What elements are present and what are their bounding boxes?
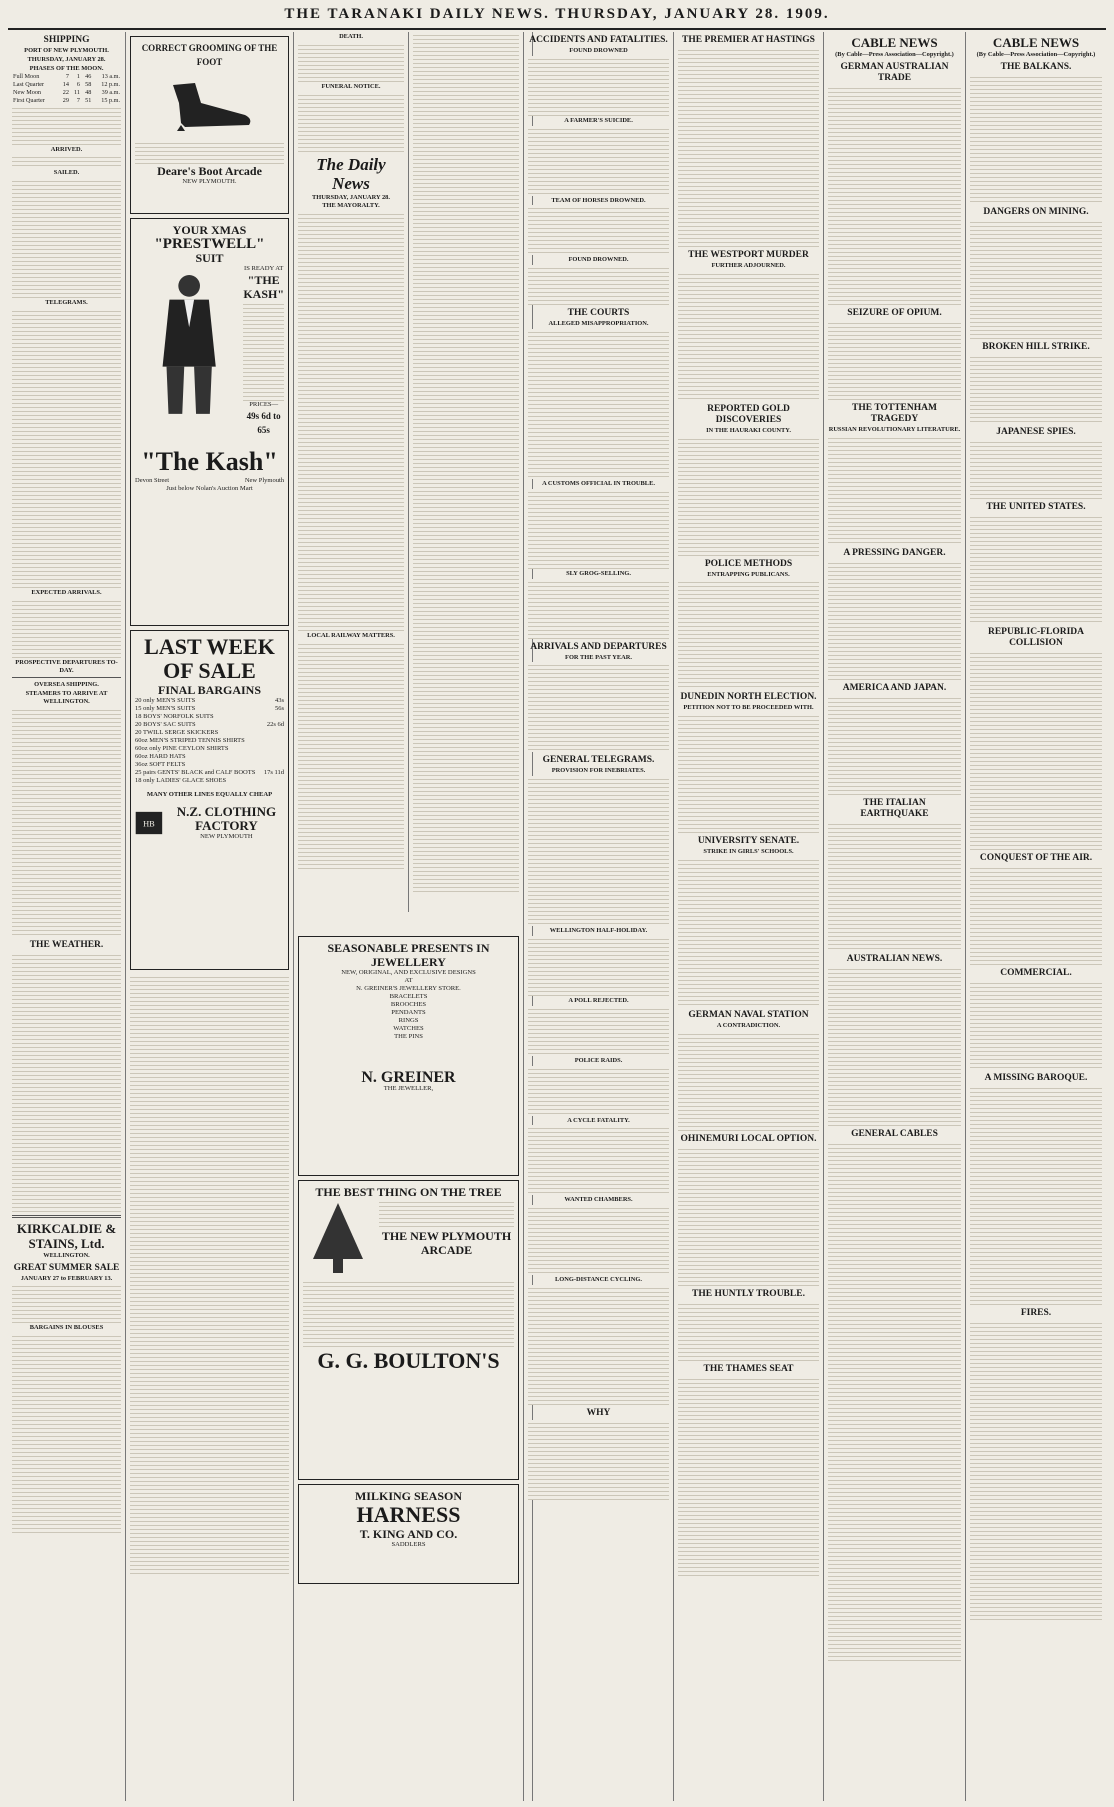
suit-row <box>135 265 284 437</box>
price-range: 49s 6d to 65s <box>246 411 281 435</box>
police-methods-heading: POLICE METHODS <box>704 558 793 569</box>
united-states-heading: THE UNITED STATES. <box>986 501 1086 512</box>
opium-heading: SEIZURE OF OPIUM. <box>847 307 942 318</box>
text-block <box>828 1141 961 1661</box>
table-cell: 6 <box>76 81 80 89</box>
text-block <box>528 662 669 752</box>
text-block <box>528 329 669 479</box>
text-block <box>303 1279 514 1349</box>
table-cell: 7 <box>65 73 69 81</box>
text-block <box>528 205 669 255</box>
kirkcaldie-title: KIRKCALDIE & STAINS, Ltd. <box>16 1220 117 1251</box>
text-block <box>828 435 961 545</box>
ohinemuri-heading: OHINEMURI LOCAL OPTION. <box>680 1133 817 1144</box>
text-block <box>130 974 289 1574</box>
expected-heading: EXPECTED ARRIVALS. <box>31 588 102 596</box>
republic-florida-heading: REPUBLIC-FLORIDA COLLISION <box>987 626 1085 648</box>
item-name: 20 BOYS' SAC SUITS <box>135 721 196 728</box>
text-block <box>243 301 284 401</box>
text-block <box>970 1320 1102 1620</box>
westport-heading: THE WESTPORT MURDER <box>688 250 809 260</box>
oversea-heading: OVERSEA SHIPPING. <box>34 681 99 689</box>
item-name: 60oz only PINE CEYLON SHIRTS <box>135 745 229 752</box>
suit-text <box>243 265 284 437</box>
text-block <box>12 1333 121 1533</box>
arrivals-heading: ARRIVALS AND DEPARTURES <box>530 641 667 652</box>
text-block <box>528 936 669 996</box>
cable-news-sub: (By Cable—Press Association—Copyright.) <box>835 51 954 58</box>
table-cell: 29 <box>62 96 69 104</box>
table-cell: Full Moon <box>13 73 40 81</box>
new-plymouth: New Plymouth <box>244 477 284 484</box>
poll-rejected-heading: A POLL REJECTED. <box>568 996 629 1004</box>
text-block <box>12 707 121 937</box>
text-block <box>828 320 961 400</box>
italian-quake-heading: THE ITALIAN EARTHQUAKE <box>860 797 929 819</box>
shipping-date: THURSDAY, JANUARY 28. <box>27 55 106 63</box>
list-item <box>135 737 284 745</box>
divider <box>12 1215 121 1218</box>
table-row <box>12 97 121 105</box>
table-cell: 11 <box>74 88 80 96</box>
item-price: 56s <box>274 705 284 712</box>
america-japan-heading: AMERICA AND JAPAN. <box>842 682 947 693</box>
list-item <box>135 753 284 761</box>
long-distance-heading: LONG-DISTANCE CYCLING. <box>555 1276 642 1284</box>
devon-street: Devon Street <box>135 477 170 484</box>
item: BROOCHES <box>390 1001 427 1008</box>
item-name: 60oz HARD HATS <box>135 753 186 760</box>
german-aus-heading: GERMAN AUSTRALIAN TRADE <box>840 61 949 83</box>
kirkcaldie-city: WELLINGTON. <box>43 1251 90 1259</box>
table-row <box>12 81 121 89</box>
item-name: 20 TWILL SERGE SKICKERS <box>135 729 219 736</box>
text-block <box>528 56 669 116</box>
text-block <box>970 650 1102 850</box>
arrived-heading: ARRIVED. <box>50 145 83 153</box>
text-block <box>970 219 1102 339</box>
text-block <box>379 1199 514 1229</box>
tottenham-heading: THE TOTTENHAM TRAGEDY <box>852 402 937 424</box>
text-block <box>678 1031 819 1131</box>
premier-heading: THE PREMIER AT HASTINGS <box>682 35 815 45</box>
text-block <box>678 1301 819 1361</box>
list-item <box>135 761 284 769</box>
item-name: 60oz MEN'S STRIPED TENNIS SHIRTS <box>135 737 245 744</box>
text-block <box>12 178 121 298</box>
column-shipping <box>8 32 126 1801</box>
found-drowned-heading: FOUND DROWNED <box>569 47 628 54</box>
list-item <box>135 769 284 777</box>
railway-heading: LOCAL RAILWAY MATTERS. <box>307 632 395 640</box>
table-row <box>12 73 121 81</box>
gold-heading: REPORTED GOLD DISCOVERIES <box>707 403 790 425</box>
tking-name: T. KING AND CO. <box>359 1527 458 1541</box>
item-name: 25 pairs GENTS' BLACK and CALF BOOTS <box>135 769 256 776</box>
kash-address <box>135 477 284 485</box>
sailed-heading: SAILED. <box>53 169 80 177</box>
accidents-heading: ACCIDENTS AND FATALITIES. <box>529 35 668 45</box>
text-block <box>970 865 1102 965</box>
japanese-spies-heading: JAPANESE SPIES. <box>996 426 1076 437</box>
column-editorial-2 <box>409 32 524 912</box>
kash-label: "THE KASH" <box>243 273 284 301</box>
item-price: 43s <box>274 697 284 704</box>
best-thing-title: THE BEST THING ON THE TREE <box>315 1185 502 1199</box>
text-block <box>298 92 404 152</box>
customs-heading: A CUSTOMS OFFICIAL IN TROUBLE. <box>542 479 655 487</box>
factory-town: NEW PLYMOUTH <box>200 833 253 840</box>
text-block <box>678 713 819 833</box>
harness-ad <box>298 1484 519 1584</box>
senate-heading: UNIVERSITY SENATE. <box>697 836 800 847</box>
text-block <box>528 1066 669 1116</box>
kash-suit-ad <box>130 218 289 626</box>
item-price: 17s 11d <box>263 769 284 776</box>
text-block <box>678 857 819 1007</box>
police-raids-heading: POLICE RAIDS. <box>574 1056 623 1064</box>
moon-phases-label: PHASES OF THE MOON. <box>29 64 104 72</box>
team-drowned-heading: TEAM OF HORSES DROWNED. <box>551 196 646 204</box>
found-drowned-heading-2: FOUND DROWNED. <box>568 256 629 264</box>
table-cell: 22 <box>62 88 69 96</box>
alleged-heading: ALLEGED MISAPPROPRIATION. <box>548 320 649 328</box>
item-price: 22s 6d <box>266 721 284 728</box>
table-cell: 14 <box>62 81 69 89</box>
item: PENDANTS <box>391 1009 426 1016</box>
blouses-heading: BARGAINS IN BLOUSES <box>29 1324 104 1332</box>
entrapping-heading: ENTRAPPING PUBLICANS. <box>707 570 790 578</box>
factory-footer <box>135 805 284 841</box>
milking-title: MILKING SEASON <box>354 1489 463 1503</box>
text-block <box>678 271 819 401</box>
seasonable-title: SEASONABLE PRESENTS IN JEWELLERY <box>327 941 490 969</box>
balkans-heading: THE BALKANS. <box>1000 61 1072 72</box>
shipping-heading: SHIPPING <box>43 35 90 45</box>
ready-label: IS READY AT <box>244 265 284 272</box>
item-name: 15 only MEN'S SUITS <box>135 705 196 712</box>
factory-name-block <box>169 805 284 841</box>
text-block <box>528 1006 669 1056</box>
table-cell: 12 p.m. <box>101 81 120 89</box>
svg-text:HB: HB <box>143 819 155 829</box>
column-cable-news-2 <box>966 32 1106 1801</box>
item-name: 18 BOYS' NORFOLK SUITS <box>135 713 214 720</box>
divider <box>12 677 121 678</box>
dunedin-heading: DUNEDIN NORTH ELECTION. <box>680 692 817 703</box>
provision-heading: PROVISION FOR INEBRIATES. <box>551 767 646 775</box>
text-block <box>298 641 404 871</box>
prestwell-label: "PRESTWELL" <box>154 236 265 252</box>
arcade-label: ARCADE <box>420 1243 473 1257</box>
item-name: 20 only MEN'S SUITS <box>135 697 196 704</box>
steamers-heading: STEAMERS TO ARRIVE AT WELLINGTON. <box>25 690 108 705</box>
why-heading: WHY <box>586 1407 611 1418</box>
text-block <box>528 126 669 196</box>
text-block <box>528 1285 669 1405</box>
text-block <box>970 514 1102 624</box>
list-item <box>135 729 284 737</box>
list-item <box>135 745 284 753</box>
weather-heading: THE WEATHER. <box>29 939 104 950</box>
australian-news-heading: AUSTRALIAN NEWS. <box>846 953 943 964</box>
text-block <box>678 1146 819 1286</box>
text-block <box>528 776 669 926</box>
table-cell: 15 p.m. <box>101 96 120 104</box>
text-block <box>528 1125 669 1195</box>
fires-heading: FIRES. <box>1020 1307 1052 1318</box>
text-block <box>678 436 819 556</box>
text-block <box>970 1085 1102 1305</box>
table-row <box>12 89 121 97</box>
mining-heading: DANGERS ON MINING. <box>983 206 1089 217</box>
arcade-ad <box>298 1180 519 1480</box>
deare-address: NEW PLYMOUTH. <box>182 177 237 185</box>
text-block <box>12 952 121 1212</box>
list-item <box>135 713 284 721</box>
arcade-row <box>303 1199 514 1279</box>
column-premier <box>674 32 824 1801</box>
saddlers-label: SADDLERS <box>391 1541 426 1548</box>
many-other-lines: MANY OTHER LINES EQUALLY CHEAP <box>146 791 273 798</box>
item-name: 36oz SOFT FELTS <box>135 761 186 768</box>
mayoralty-heading: THE MAYORALTY. <box>322 202 380 210</box>
prospective-heading: PROSPECTIVE DEPARTURES TO-DAY. <box>15 658 118 674</box>
cycle-fatality-heading: A CYCLE FATALITY. <box>567 1116 630 1124</box>
table-cell: New Moon <box>13 88 42 96</box>
grooming-title: CORRECT GROOMING OF THE FOOT <box>141 43 278 67</box>
text-block <box>12 308 121 588</box>
xmas-label: YOUR XMAS <box>172 223 247 237</box>
pressing-danger-heading: A PRESSING DANGER. <box>843 547 946 558</box>
table-cell: 51 <box>85 96 92 104</box>
last-week-title: LAST WEEK OF SALE <box>144 634 275 683</box>
german-naval-heading: GERMAN NAVAL STATION <box>688 1009 809 1020</box>
text-block <box>528 489 669 569</box>
huntly-heading: THE HUNTLY TROUBLE. <box>692 1288 805 1299</box>
table-cell: 13 a.m. <box>101 73 120 81</box>
item: THE PINS <box>394 1033 423 1040</box>
text-block <box>678 47 819 247</box>
commercial-heading: COMMERCIAL. <box>1000 967 1072 978</box>
column-accidents <box>524 32 674 1801</box>
deare-name: Deare's Boot Arcade <box>157 163 262 178</box>
text-block <box>528 265 669 305</box>
column-ads-clothing <box>126 32 294 1801</box>
text-block <box>828 560 961 680</box>
man-in-suit-icon <box>135 267 243 417</box>
russian-heading: RUSSIAN REVOLUTIONARY LITERATURE. <box>828 425 961 433</box>
at-label: AT <box>404 977 413 984</box>
below-nolan: Just below Nolan's Auction Mart <box>166 485 253 492</box>
paper-title: The Daily News <box>316 154 386 193</box>
farmer-suicide-heading: A FARMER'S SUICIDE. <box>564 116 633 124</box>
cable-news-title: CABLE NEWS <box>851 35 938 50</box>
text-block <box>678 1376 819 1576</box>
text-block <box>828 966 961 1126</box>
sly-grog-heading: SLY GROG-SELLING. <box>566 569 631 577</box>
item: BRACELETS <box>389 993 428 1000</box>
table-cell: 58 <box>85 81 92 89</box>
column-editorial <box>294 32 409 912</box>
sale-dates: JANUARY 27 to FEBRUARY 13. <box>20 1274 113 1282</box>
jeweller-label: THE JEWELLER, <box>383 1085 434 1092</box>
strike-heading: STRIKE IN GIRLS' SCHOOLS. <box>703 848 794 856</box>
final-bargains: FINAL BARGAINS <box>157 683 262 697</box>
broken-hill-heading: BROKEN HILL STRIKE. <box>982 341 1090 352</box>
conquest-air-heading: CONQUEST OF THE AIR. <box>979 852 1093 863</box>
list-item <box>135 721 284 729</box>
telegrams-heading: TELEGRAMS. <box>45 299 88 307</box>
np-arcade: THE NEW PLYMOUTH <box>381 1229 512 1243</box>
text-block <box>970 74 1102 204</box>
greiner-store: N. GREINER'S JEWELLERY STORE. <box>356 985 461 992</box>
text-block <box>828 695 961 795</box>
list-item <box>135 697 284 705</box>
general-telegrams-heading: GENERAL TELEGRAMS. <box>542 755 655 766</box>
text-block <box>12 105 121 145</box>
factory-name: N.Z. CLOTHING FACTORY <box>176 804 277 833</box>
item: WATCHES <box>393 1025 424 1032</box>
table-cell: Last Quarter <box>13 81 45 89</box>
item: RINGS <box>398 1017 419 1024</box>
gold-subheading: IN THE HAURAKI COUNTY. <box>706 426 791 434</box>
courts-heading: THE COURTS <box>567 308 630 319</box>
thames-heading: THE THAMES SEAT <box>703 1363 794 1374</box>
table-cell: 7 <box>76 96 80 104</box>
kash-big-title: "The Kash" <box>141 447 278 476</box>
shoe-icon <box>165 73 255 133</box>
new-original: NEW, ORIGINAL, AND EXCLUSIVE DESIGNS <box>341 969 476 976</box>
list-item <box>135 705 284 713</box>
missing-heading: A MISSING BAROQUE. <box>984 1072 1088 1083</box>
contradiction-heading: A CONTRADICTION. <box>716 1021 781 1029</box>
wanted-heading: WANTED CHAMBERS. <box>564 1196 633 1204</box>
masthead: THE TARANAKI DAILY NEWS. THURSDAY, JANUARY 28. 1909. <box>8 6 1106 30</box>
list-item <box>135 777 284 785</box>
petition-heading: PETITION NOT TO BE PROCEEDED WITH. <box>683 704 814 712</box>
greiner-jewellery-ad <box>298 936 519 1176</box>
nz-clothing-logo-icon <box>135 806 163 840</box>
table-cell: 48 <box>85 88 92 96</box>
moon-table <box>12 73 121 104</box>
cable-news-title-2: CABLE NEWS <box>992 35 1080 50</box>
text-block <box>828 821 961 951</box>
suit-label: SUIT <box>195 251 224 265</box>
table-cell: 39 a.m. <box>101 88 120 96</box>
funeral-heading: FUNERAL NOTICE. <box>321 82 381 90</box>
text-block <box>135 140 284 164</box>
christmas-tree-icon <box>303 1199 373 1279</box>
greiner-name: N. GREINER <box>361 1069 456 1086</box>
harness-title: HARNESS <box>356 1502 461 1527</box>
text-block <box>413 32 519 892</box>
text-block <box>678 579 819 689</box>
deare-boot-ad <box>130 36 289 214</box>
text-block <box>970 439 1102 499</box>
general-cables-heading: GENERAL CABLES <box>851 1128 938 1139</box>
past-year-heading: FOR THE PAST YEAR. <box>565 653 632 661</box>
columns <box>8 32 1106 1801</box>
prices-label: PRICES— <box>249 401 279 408</box>
editorial-date: THURSDAY, JANUARY 28. <box>312 193 390 201</box>
text-block <box>970 980 1102 1070</box>
cable-news-sub-2: (By Cable—Press Association—Copyright.) <box>976 51 1096 58</box>
text-block <box>828 85 961 305</box>
text-block <box>528 1420 669 1500</box>
text-block <box>12 154 121 168</box>
text-block <box>528 579 669 639</box>
text-block <box>298 42 404 82</box>
arcade-text <box>379 1199 514 1279</box>
table-cell: First Quarter <box>13 96 45 104</box>
boulton-name: G. G. BOULTON'S <box>317 1348 500 1373</box>
port-label: PORT OF NEW PLYMOUTH. <box>24 47 109 54</box>
table-cell: 46 <box>85 73 92 81</box>
item-name: 18 only LADIES' GLACE SHOES <box>135 777 227 784</box>
clothing-factory-ad <box>130 630 289 970</box>
table-cell: 1 <box>76 73 80 81</box>
death-heading: DEATH. <box>339 33 363 40</box>
text-block <box>298 211 404 631</box>
text-block <box>970 354 1102 424</box>
text-block <box>528 1205 669 1275</box>
great-summer-sale: GREAT SUMMER SALE <box>13 1262 120 1273</box>
text-block <box>12 1283 121 1323</box>
further-adjourned: FURTHER ADJOURNED. <box>711 262 786 269</box>
column-cable-news-1 <box>824 32 966 1801</box>
text-block <box>12 598 121 658</box>
half-holiday-heading: WELLINGTON HALF-HOLIDAY. <box>549 927 648 935</box>
